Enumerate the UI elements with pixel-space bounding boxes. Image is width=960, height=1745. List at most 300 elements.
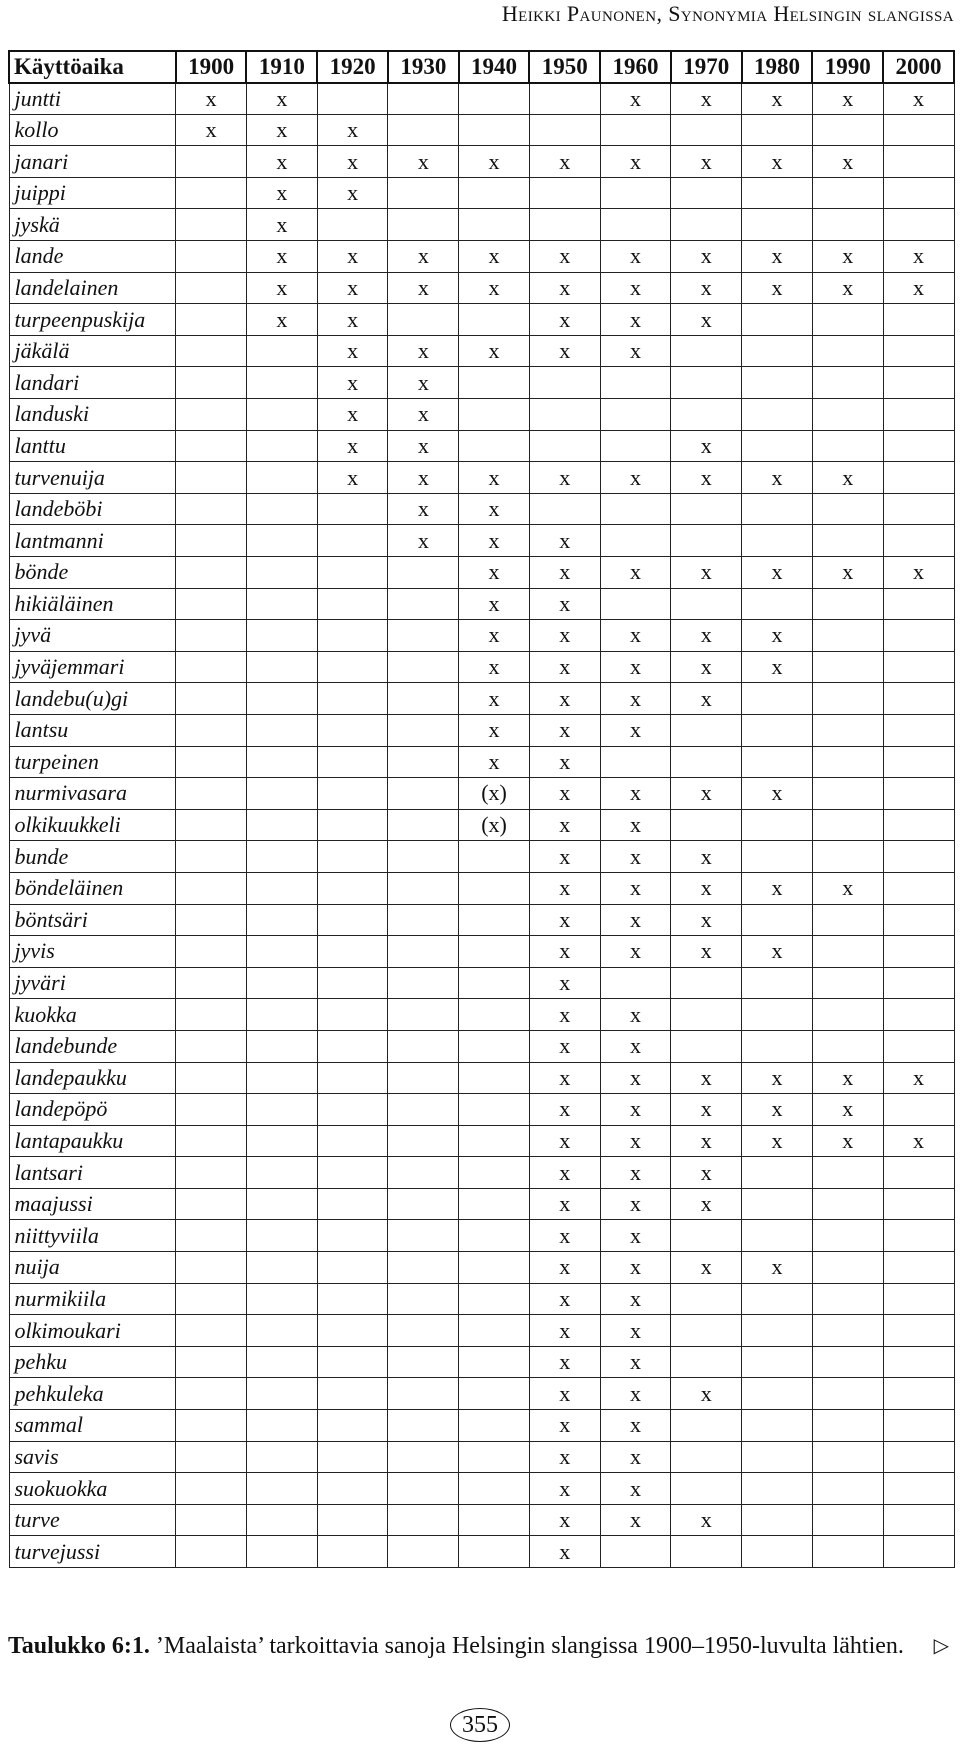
usage-mark-cell: x	[246, 177, 317, 209]
usage-mark-cell	[812, 809, 883, 841]
table-row	[9, 1094, 954, 1126]
usage-mark-cell	[246, 1252, 317, 1284]
usage-mark-cell	[388, 1410, 459, 1442]
usage-mark-cell: x	[600, 841, 671, 873]
usage-mark-cell: x	[529, 1125, 600, 1157]
usage-mark-cell	[812, 1441, 883, 1473]
column-header-year: 1960	[600, 51, 671, 83]
usage-mark-cell	[812, 588, 883, 620]
usage-mark-cell	[459, 872, 530, 904]
table-row	[9, 335, 954, 367]
usage-mark-cell: x	[671, 304, 742, 336]
slang-word-cell: turve	[9, 1504, 176, 1536]
usage-mark-cell: x	[246, 209, 317, 241]
usage-mark-cell	[176, 462, 247, 494]
usage-mark-cell	[812, 1030, 883, 1062]
usage-mark-cell	[388, 177, 459, 209]
table-row	[9, 778, 954, 810]
usage-mark-cell: x	[600, 904, 671, 936]
usage-mark-cell	[742, 525, 813, 557]
usage-mark-cell	[812, 714, 883, 746]
table-row	[9, 1220, 954, 1252]
table-row	[9, 651, 954, 683]
usage-mark-cell: x	[742, 557, 813, 589]
usage-mark-cell	[883, 1157, 954, 1189]
usage-mark-cell: x	[459, 714, 530, 746]
usage-mark-cell: x	[529, 746, 600, 778]
usage-mark-cell: x	[600, 714, 671, 746]
slang-word-cell: pehku	[9, 1346, 176, 1378]
usage-mark-cell: x	[671, 1188, 742, 1220]
usage-mark-cell	[883, 493, 954, 525]
usage-mark-cell: x	[459, 746, 530, 778]
usage-mark-cell	[317, 620, 388, 652]
usage-mark-cell	[176, 967, 247, 999]
usage-mark-cell	[812, 999, 883, 1031]
usage-mark-cell	[812, 936, 883, 968]
usage-mark-cell	[812, 367, 883, 399]
usage-mark-cell	[176, 1125, 247, 1157]
usage-mark-cell: x	[600, 1188, 671, 1220]
usage-mark-cell	[742, 1346, 813, 1378]
usage-mark-cell	[246, 999, 317, 1031]
table-row	[9, 177, 954, 209]
usage-mark-cell	[317, 1378, 388, 1410]
usage-mark-cell	[176, 809, 247, 841]
usage-mark-cell	[742, 1473, 813, 1505]
usage-mark-cell: x	[812, 1125, 883, 1157]
usage-mark-cell	[812, 177, 883, 209]
usage-mark-cell: x	[317, 241, 388, 273]
usage-mark-cell: x	[883, 83, 954, 115]
usage-mark-cell	[742, 1315, 813, 1347]
usage-mark-cell: x	[529, 1346, 600, 1378]
usage-mark-cell	[317, 778, 388, 810]
usage-mark-cell	[388, 557, 459, 589]
usage-mark-cell	[600, 493, 671, 525]
usage-mark-cell: x	[600, 683, 671, 715]
usage-mark-cell: x	[600, 1125, 671, 1157]
usage-mark-cell	[388, 83, 459, 115]
usage-mark-cell: x	[742, 272, 813, 304]
usage-mark-cell	[742, 714, 813, 746]
table-body	[9, 83, 954, 1568]
usage-mark-cell	[883, 399, 954, 431]
usage-mark-cell	[529, 114, 600, 146]
usage-mark-cell	[176, 1378, 247, 1410]
usage-mark-cell	[459, 83, 530, 115]
usage-mark-cell	[742, 1536, 813, 1568]
usage-mark-cell	[176, 1504, 247, 1536]
usage-mark-cell	[388, 1346, 459, 1378]
usage-mark-cell	[246, 1410, 317, 1442]
usage-mark-cell	[671, 399, 742, 431]
usage-mark-cell	[246, 1125, 317, 1157]
usage-mark-cell: x	[459, 588, 530, 620]
usage-mark-cell	[317, 83, 388, 115]
usage-mark-cell: x	[529, 778, 600, 810]
usage-mark-cell: x	[671, 557, 742, 589]
usage-mark-cell	[317, 683, 388, 715]
slang-word-cell: jyvä	[9, 620, 176, 652]
usage-mark-cell	[812, 209, 883, 241]
slang-word-cell: nuija	[9, 1252, 176, 1284]
usage-mark-cell	[742, 304, 813, 336]
usage-mark-cell	[388, 1441, 459, 1473]
usage-mark-cell	[883, 525, 954, 557]
usage-mark-cell: x	[459, 683, 530, 715]
column-header-year: 1920	[317, 51, 388, 83]
slang-word-cell: jyväri	[9, 967, 176, 999]
usage-mark-cell: x	[529, 1473, 600, 1505]
usage-mark-cell	[388, 809, 459, 841]
usage-mark-cell	[317, 809, 388, 841]
usage-mark-cell	[388, 746, 459, 778]
usage-mark-cell	[176, 272, 247, 304]
usage-mark-cell	[388, 714, 459, 746]
usage-mark-cell	[459, 841, 530, 873]
usage-mark-cell	[812, 1220, 883, 1252]
usage-mark-cell	[317, 872, 388, 904]
usage-mark-cell	[246, 1536, 317, 1568]
usage-mark-cell	[176, 841, 247, 873]
slang-word-cell: pehkuleka	[9, 1378, 176, 1410]
usage-mark-cell: x	[742, 651, 813, 683]
usage-mark-cell	[812, 620, 883, 652]
table-row	[9, 1346, 954, 1378]
usage-mark-cell	[742, 904, 813, 936]
slang-word-cell: turvenuija	[9, 462, 176, 494]
usage-mark-cell: x	[459, 272, 530, 304]
usage-mark-cell	[600, 525, 671, 557]
usage-mark-cell	[388, 1283, 459, 1315]
usage-mark-cell	[388, 1504, 459, 1536]
usage-mark-cell: x	[529, 462, 600, 494]
usage-mark-cell: x	[883, 272, 954, 304]
slang-word-cell: landeböbi	[9, 493, 176, 525]
usage-mark-cell	[459, 1283, 530, 1315]
usage-mark-cell	[176, 999, 247, 1031]
table-row	[9, 1410, 954, 1442]
usage-mark-cell	[671, 588, 742, 620]
usage-mark-cell: x	[671, 1378, 742, 1410]
usage-mark-cell	[883, 304, 954, 336]
usage-mark-cell: x	[600, 146, 671, 178]
usage-mark-cell: x	[388, 272, 459, 304]
slang-word-cell: janari	[9, 146, 176, 178]
usage-mark-cell: x	[600, 620, 671, 652]
usage-mark-cell: (x)	[459, 809, 530, 841]
usage-mark-cell	[671, 809, 742, 841]
usage-mark-cell: x	[529, 967, 600, 999]
usage-mark-cell	[671, 1220, 742, 1252]
usage-mark-cell	[246, 1157, 317, 1189]
usage-mark-cell	[742, 967, 813, 999]
usage-mark-cell	[317, 525, 388, 557]
usage-mark-cell	[317, 1094, 388, 1126]
usage-mark-cell: x	[671, 1062, 742, 1094]
usage-mark-cell	[388, 1378, 459, 1410]
usage-mark-cell	[317, 1157, 388, 1189]
usage-mark-cell	[459, 1252, 530, 1284]
usage-mark-cell	[246, 714, 317, 746]
slang-word-cell: landuski	[9, 399, 176, 431]
usage-mark-cell	[742, 1504, 813, 1536]
usage-mark-cell	[388, 904, 459, 936]
usage-mark-cell	[246, 1378, 317, 1410]
usage-mark-cell	[529, 83, 600, 115]
usage-mark-cell	[883, 746, 954, 778]
usage-mark-cell	[883, 872, 954, 904]
usage-mark-cell	[459, 904, 530, 936]
usage-mark-cell: x	[812, 241, 883, 273]
usage-mark-cell	[671, 1315, 742, 1347]
usage-mark-cell: x	[812, 462, 883, 494]
usage-mark-cell	[671, 114, 742, 146]
usage-mark-cell: x	[529, 904, 600, 936]
table-row	[9, 1441, 954, 1473]
slang-word-cell: olkimoukari	[9, 1315, 176, 1347]
usage-mark-cell: x	[883, 557, 954, 589]
column-header-year: 2000	[883, 51, 954, 83]
table-row	[9, 683, 954, 715]
usage-mark-cell: x	[246, 272, 317, 304]
slang-word-cell: bunde	[9, 841, 176, 873]
usage-mark-cell: x	[812, 146, 883, 178]
table-row	[9, 462, 954, 494]
usage-mark-cell	[459, 1346, 530, 1378]
usage-mark-cell	[459, 430, 530, 462]
usage-mark-cell: x	[671, 651, 742, 683]
usage-mark-cell	[812, 1346, 883, 1378]
usage-mark-cell: x	[529, 335, 600, 367]
usage-mark-cell	[317, 1125, 388, 1157]
slang-word-cell: landelainen	[9, 272, 176, 304]
usage-mark-cell	[671, 714, 742, 746]
usage-mark-cell: x	[671, 430, 742, 462]
usage-mark-cell: x	[388, 462, 459, 494]
usage-mark-cell	[812, 335, 883, 367]
usage-mark-cell	[812, 1378, 883, 1410]
usage-mark-cell: x	[317, 177, 388, 209]
slang-word-cell: lantsari	[9, 1157, 176, 1189]
usage-mark-cell	[812, 651, 883, 683]
usage-mark-cell	[246, 651, 317, 683]
usage-mark-cell	[742, 209, 813, 241]
usage-mark-cell	[883, 177, 954, 209]
usage-mark-cell: x	[246, 146, 317, 178]
usage-mark-cell	[246, 1062, 317, 1094]
usage-mark-cell	[176, 241, 247, 273]
usage-mark-cell: x	[671, 1157, 742, 1189]
usage-mark-cell	[883, 588, 954, 620]
usage-mark-cell: x	[529, 241, 600, 273]
usage-mark-cell: x	[317, 146, 388, 178]
usage-mark-cell	[600, 209, 671, 241]
usage-mark-cell: x	[246, 241, 317, 273]
caption-label: Taulukko 6:1.	[8, 1633, 150, 1659]
usage-mark-cell	[388, 1220, 459, 1252]
usage-mark-cell	[176, 778, 247, 810]
table-row	[9, 1125, 954, 1157]
usage-mark-cell: x	[671, 83, 742, 115]
usage-mark-cell: x	[529, 1220, 600, 1252]
slang-word-cell: böntsäri	[9, 904, 176, 936]
usage-mark-cell: x	[317, 367, 388, 399]
usage-mark-cell: x	[317, 399, 388, 431]
table-row	[9, 1378, 954, 1410]
usage-mark-cell	[246, 683, 317, 715]
usage-mark-cell	[176, 1536, 247, 1568]
usage-mark-cell	[459, 399, 530, 431]
usage-mark-cell	[459, 999, 530, 1031]
usage-mark-cell	[883, 1410, 954, 1442]
usage-mark-cell	[883, 335, 954, 367]
table-row	[9, 241, 954, 273]
usage-mark-cell	[176, 399, 247, 431]
usage-mark-cell: x	[812, 557, 883, 589]
table-row	[9, 620, 954, 652]
usage-mark-cell	[176, 746, 247, 778]
usage-mark-cell	[600, 399, 671, 431]
usage-mark-cell	[388, 209, 459, 241]
usage-mark-cell	[176, 620, 247, 652]
usage-mark-cell	[246, 335, 317, 367]
usage-mark-cell	[459, 304, 530, 336]
usage-mark-cell	[317, 588, 388, 620]
usage-mark-cell	[600, 1536, 671, 1568]
column-header-year: 1970	[671, 51, 742, 83]
usage-mark-cell: x	[459, 620, 530, 652]
slang-word-cell: kuokka	[9, 999, 176, 1031]
usage-mark-cell: x	[600, 1441, 671, 1473]
usage-mark-cell	[246, 746, 317, 778]
usage-mark-cell: x	[600, 1410, 671, 1442]
usage-mark-cell	[246, 462, 317, 494]
usage-mark-cell: x	[529, 304, 600, 336]
table-row	[9, 936, 954, 968]
usage-mark-cell	[246, 1283, 317, 1315]
usage-mark-cell	[317, 1441, 388, 1473]
usage-mark-cell	[812, 1252, 883, 1284]
usage-mark-cell	[176, 177, 247, 209]
usage-mark-cell: x	[600, 809, 671, 841]
usage-mark-cell	[529, 209, 600, 241]
usage-mark-cell: x	[600, 241, 671, 273]
usage-mark-cell	[246, 1473, 317, 1505]
usage-mark-cell	[388, 967, 459, 999]
usage-mark-cell	[883, 1378, 954, 1410]
usage-mark-cell	[246, 872, 317, 904]
usage-mark-cell: x	[459, 241, 530, 273]
usage-mark-cell: x	[529, 1504, 600, 1536]
usage-mark-cell	[883, 146, 954, 178]
usage-mark-cell	[883, 967, 954, 999]
usage-mark-cell	[176, 1346, 247, 1378]
table-row	[9, 588, 954, 620]
usage-mark-cell	[671, 525, 742, 557]
usage-mark-cell	[176, 936, 247, 968]
usage-mark-cell: x	[529, 1030, 600, 1062]
usage-mark-cell	[742, 1220, 813, 1252]
table-row	[9, 1030, 954, 1062]
usage-mark-cell	[883, 209, 954, 241]
usage-mark-cell	[742, 177, 813, 209]
usage-mark-cell	[459, 1410, 530, 1442]
usage-mark-cell: x	[600, 557, 671, 589]
table-row	[9, 430, 954, 462]
table-row	[9, 399, 954, 431]
usage-mark-cell	[246, 1030, 317, 1062]
usage-mark-cell	[388, 304, 459, 336]
slang-word-cell: suokuokka	[9, 1473, 176, 1505]
usage-mark-cell	[176, 209, 247, 241]
usage-mark-cell	[176, 1188, 247, 1220]
usage-mark-cell: x	[529, 272, 600, 304]
usage-mark-cell	[459, 1441, 530, 1473]
usage-mark-cell	[459, 1125, 530, 1157]
column-header-year: 1900	[176, 51, 247, 83]
usage-mark-cell	[459, 1504, 530, 1536]
column-header-year: 1990	[812, 51, 883, 83]
usage-mark-cell: x	[529, 1410, 600, 1442]
usage-mark-cell	[246, 967, 317, 999]
usage-mark-cell: x	[600, 1220, 671, 1252]
continue-arrow-icon: ▷	[933, 1635, 949, 1657]
usage-mark-cell	[883, 1473, 954, 1505]
usage-mark-cell: x	[742, 146, 813, 178]
usage-mark-cell	[742, 1441, 813, 1473]
usage-mark-cell	[317, 746, 388, 778]
column-header-year: 1930	[388, 51, 459, 83]
usage-mark-cell	[812, 493, 883, 525]
usage-mark-cell	[671, 1473, 742, 1505]
usage-mark-cell: x	[812, 872, 883, 904]
usage-mark-cell: x	[742, 778, 813, 810]
usage-mark-cell	[671, 1536, 742, 1568]
usage-mark-cell: x	[600, 1346, 671, 1378]
slang-word-cell: hikiäläinen	[9, 588, 176, 620]
usage-mark-cell	[529, 177, 600, 209]
usage-mark-cell: x	[317, 430, 388, 462]
slang-word-cell: niittyviila	[9, 1220, 176, 1252]
usage-mark-cell	[317, 651, 388, 683]
slang-word-cell: landebu(u)gi	[9, 683, 176, 715]
usage-mark-cell: x	[600, 1252, 671, 1284]
usage-mark-cell	[883, 620, 954, 652]
usage-mark-cell	[883, 1536, 954, 1568]
usage-mark-cell	[883, 651, 954, 683]
usage-mark-cell	[883, 1441, 954, 1473]
usage-mark-cell: x	[529, 841, 600, 873]
usage-mark-cell	[317, 999, 388, 1031]
usage-mark-cell: x	[388, 493, 459, 525]
usage-mark-cell: x	[388, 241, 459, 273]
usage-mark-cell	[176, 1062, 247, 1094]
usage-mark-cell	[317, 1473, 388, 1505]
usage-mark-cell: x	[529, 999, 600, 1031]
usage-mark-cell	[883, 1030, 954, 1062]
usage-mark-cell: x	[671, 872, 742, 904]
usage-mark-cell: x	[317, 462, 388, 494]
usage-mark-cell	[246, 525, 317, 557]
usage-mark-cell	[600, 967, 671, 999]
slang-word-cell: bönde	[9, 557, 176, 589]
usage-mark-cell	[742, 1157, 813, 1189]
slang-word-cell: lantsu	[9, 714, 176, 746]
usage-mark-cell	[388, 620, 459, 652]
usage-mark-cell	[388, 1315, 459, 1347]
